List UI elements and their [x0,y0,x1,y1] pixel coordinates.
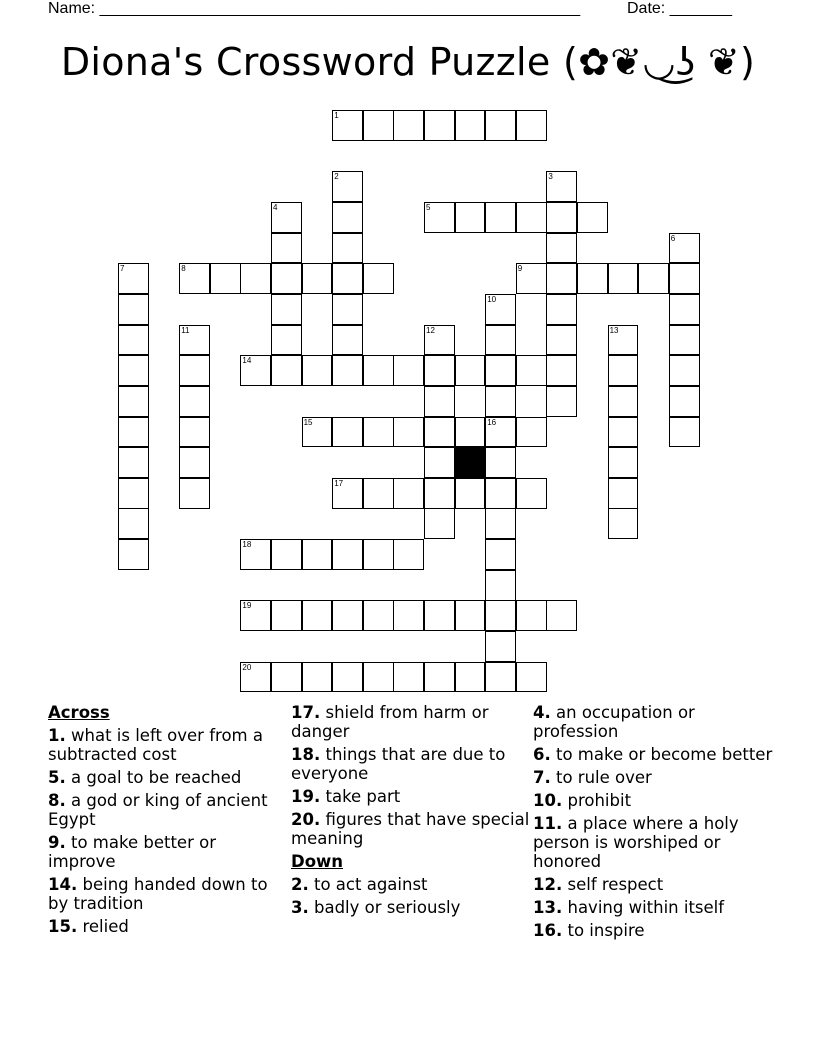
grid-cell[interactable] [485,539,516,570]
grid-cell[interactable] [546,325,577,356]
grid-cell[interactable] [485,508,516,539]
grid-cell[interactable] [485,355,516,386]
clue-number-label: 9 [517,264,523,274]
grid-cell[interactable] [118,355,149,386]
clue-down-6 [533,745,773,764]
grid-cell[interactable] [424,508,455,539]
grid-cell[interactable] [608,263,639,294]
grid-cell[interactable] [332,417,363,448]
grid-cell[interactable] [118,539,149,570]
grid-cell[interactable] [608,386,639,417]
grid-cell[interactable] [608,447,639,478]
clue-number-label: 16 [487,417,497,427]
grid-cell[interactable] [393,662,424,693]
clue-down-13 [533,898,773,917]
black-square [455,447,486,478]
grid-cell[interactable] [546,263,577,294]
clue-number-label: 19 [242,601,252,611]
grid-cell[interactable] [393,417,424,448]
clue-across-5 [48,768,288,787]
grid-cell[interactable] [424,386,455,417]
clue-number: 5. [48,768,66,787]
clue-text: self respect [567,875,664,894]
grid-cell[interactable] [363,478,394,509]
grid-cell[interactable] [424,662,455,693]
clue-text: to make or become better [556,745,773,764]
clue-number: 17. [291,703,321,722]
grid-cell[interactable] [424,478,455,509]
down-heading: Down [291,852,344,871]
grid-cell[interactable] [302,539,333,570]
grid-cell[interactable] [455,202,486,233]
grid-cell[interactable] [302,662,333,693]
grid-cell[interactable] [179,478,210,509]
grid-cell[interactable] [546,386,577,417]
clue-text: a goal to be reached [71,768,242,787]
grid-cell[interactable] [485,600,516,631]
grid-cell[interactable] [669,263,700,294]
clue-number-label: 18 [242,540,252,550]
clue-number: 2. [291,875,309,894]
grid-cell[interactable] [179,386,210,417]
puzzle-title: Diona's Crossword Puzzle (✿❦◡͜ʖ ❦) [60,40,756,84]
clue-down-11 [533,814,773,871]
date-line: Date: _______ [627,0,732,17]
clue-down-2 [291,875,531,894]
grid-cell[interactable] [332,263,363,294]
grid-cell[interactable] [608,508,639,539]
grid-cell[interactable] [455,110,486,141]
grid-cell[interactable] [393,355,424,386]
grid-cell[interactable] [455,478,486,509]
clue-number-label: 10 [487,294,497,304]
clue-number-label: 15 [303,417,313,427]
clue-across-18 [291,745,531,783]
clue-down-16 [533,921,773,940]
grid-cell[interactable] [118,325,149,356]
clue-number: 6. [533,745,551,764]
grid-cell[interactable] [516,110,547,141]
clue-number: 1. [48,726,66,745]
grid-cell[interactable] [332,600,363,631]
grid-cell[interactable] [271,263,302,294]
grid-cell[interactable] [485,570,516,601]
clues-column-3 [533,703,773,944]
clue-text: take part [325,787,401,806]
clue-number: 8. [48,791,66,810]
clue-across-9 [48,833,288,871]
grid-cell[interactable] [485,662,516,693]
grid-cell[interactable] [516,662,547,693]
grid-cell[interactable] [424,600,455,631]
grid-cell[interactable] [424,447,455,478]
grid-cell[interactable] [485,202,516,233]
clue-down-4 [533,703,773,741]
clue-number-label: 11 [181,325,190,335]
clue-number: 10. [533,791,563,810]
grid-cell[interactable] [455,662,486,693]
grid-cell[interactable] [393,539,424,570]
across-heading: Across [48,703,110,722]
grid-cell[interactable] [485,447,516,478]
grid-cell[interactable] [118,447,149,478]
clue-number-label: 13 [609,325,619,335]
clue-across-8 [48,791,288,829]
grid-cell[interactable] [302,263,333,294]
clues-column-1 [48,703,288,940]
clue-number-label: 8 [181,264,186,274]
grid-cell[interactable] [363,539,394,570]
grid-cell[interactable] [393,110,424,141]
clue-text: having within itself [567,898,725,917]
clue-text: a god or king of ancient Egypt [48,791,268,829]
clue-down-7 [533,768,773,787]
grid-cell[interactable] [363,417,394,448]
grid-cell[interactable] [271,662,302,693]
clue-across-14 [48,875,288,913]
clue-number: 19. [291,787,321,806]
grid-cell[interactable] [516,202,547,233]
grid-cell[interactable] [118,508,149,539]
grid-cell[interactable] [393,478,424,509]
grid-cell[interactable] [669,325,700,356]
clue-number: 4. [533,703,551,722]
clue-text: things that are due to everyone [291,745,506,783]
clue-text: prohibit [567,791,632,810]
grid-cell[interactable] [577,263,608,294]
grid-cell[interactable] [363,600,394,631]
grid-cell[interactable] [608,417,639,448]
clue-number-label: 3 [548,172,553,182]
clue-text: relied [82,917,129,936]
clue-number: 9. [48,833,66,852]
clue-number: 18. [291,745,321,764]
clue-across-19 [291,787,531,806]
grid-cell[interactable] [118,386,149,417]
grid-cell[interactable] [271,600,302,631]
grid-cell[interactable] [271,355,302,386]
grid-cell[interactable] [240,263,271,294]
grid-cell[interactable] [455,417,486,448]
grid-cell[interactable] [485,386,516,417]
grid-cell[interactable] [179,417,210,448]
clue-number-label: 17 [334,478,344,488]
clue-number-label: 1 [334,111,339,120]
grid-cell[interactable] [363,263,394,294]
grid-cell[interactable] [332,355,363,386]
clues-column-2 [291,703,531,921]
clue-text: to act against [314,875,428,894]
grid-cell[interactable] [332,662,363,693]
grid-cell[interactable] [546,202,577,233]
clue-number: 13. [533,898,563,917]
clue-number-label: 4 [273,202,278,212]
grid-cell[interactable] [546,294,577,325]
grid-cell[interactable] [546,355,577,386]
clue-text: figures that have special meaning [291,810,530,848]
clue-text: shield from harm or danger [291,703,489,741]
grid-cell[interactable] [363,110,394,141]
grid-cell[interactable] [424,355,455,386]
grid-cell[interactable] [669,417,700,448]
clue-number: 15. [48,917,78,936]
grid-cell[interactable] [455,600,486,631]
clue-text: what is left over from a subtracted cost [48,726,263,764]
clue-down-10 [533,791,773,810]
grid-cell[interactable] [516,600,547,631]
clue-number: 14. [48,875,78,894]
clue-number: 7. [533,768,551,787]
grid-cell[interactable] [424,417,455,448]
grid-cell[interactable] [271,294,302,325]
grid-cell[interactable] [546,233,577,264]
clue-across-20 [291,810,531,848]
grid-cell[interactable] [669,294,700,325]
clue-number: 20. [291,810,321,829]
grid-cell[interactable] [669,386,700,417]
clue-across-15 [48,917,288,936]
grid-cell[interactable] [332,202,363,233]
clue-across-1 [48,726,288,764]
grid-cell[interactable] [302,600,333,631]
clue-number: 16. [533,921,563,940]
clue-number: 12. [533,875,563,894]
clue-number: 3. [291,898,309,917]
grid-cell[interactable] [271,325,302,356]
grid-cell[interactable] [332,294,363,325]
clue-number-label: 2 [334,172,339,182]
grid-cell[interactable] [577,202,608,233]
grid-cell[interactable] [271,233,302,264]
clue-text: to rule over [556,768,652,787]
grid-cell[interactable] [210,263,241,294]
name-line: Name: ______________________________________________________ [48,0,581,17]
grid-cell[interactable] [179,355,210,386]
clue-number-label: 12 [426,325,435,335]
grid-cell[interactable] [608,478,639,509]
grid-cell[interactable] [271,539,302,570]
grid-cell[interactable] [608,355,639,386]
grid-cell[interactable] [424,110,455,141]
grid-cell[interactable] [485,478,516,509]
grid-cell[interactable] [118,478,149,509]
clue-number-label: 5 [426,202,431,212]
grid-cell[interactable] [455,355,486,386]
clue-text: badly or seriously [314,898,461,917]
grid-cell[interactable] [485,631,516,662]
grid-cell[interactable] [516,478,547,509]
grid-cell[interactable] [669,355,700,386]
grid-cell[interactable] [485,110,516,141]
grid-cell[interactable] [546,600,577,631]
grid-cell[interactable] [363,662,394,693]
clue-text: to make better or improve [48,833,216,871]
clue-number-label: 7 [120,264,125,274]
clue-down-12 [533,875,773,894]
grid-cell[interactable] [393,600,424,631]
clue-number-label: 6 [670,233,676,243]
grid-cell[interactable] [332,233,363,264]
grid-cell[interactable] [485,325,516,356]
grid-cell[interactable] [179,447,210,478]
grid-cell[interactable] [302,355,333,386]
clue-across-17 [291,703,531,741]
clue-text: an occupation or profession [533,703,695,741]
grid-cell[interactable] [516,417,547,448]
clue-number-label: 14 [242,356,252,366]
grid-cell[interactable] [118,294,149,325]
clue-text: a place where a holy person is worshiped or honored [533,814,739,871]
grid-cell[interactable] [363,355,394,386]
clue-down-3 [291,898,531,917]
clue-number-label: 20 [242,662,252,672]
grid-cell[interactable] [638,263,669,294]
clue-text: to inspire [567,921,645,940]
grid-cell[interactable] [332,539,363,570]
clue-text: being handed down to by tradition [48,875,268,913]
clue-number: 11. [533,814,563,833]
grid-cell[interactable] [516,355,547,386]
grid-cell[interactable] [118,417,149,448]
grid-cell[interactable] [332,325,363,356]
